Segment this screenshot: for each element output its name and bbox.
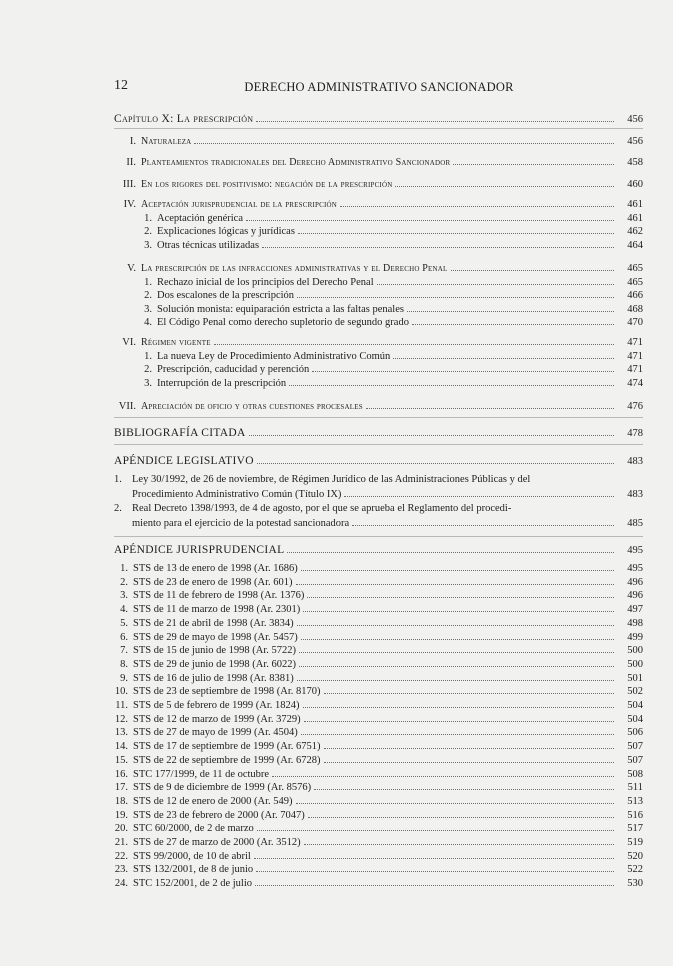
entry-title: STS 99/2000, de 10 de abril (133, 850, 251, 862)
entry-title: Interrupción de la prescripción (157, 377, 287, 389)
leader-dots (340, 197, 614, 207)
case-law-entry (110, 671, 643, 685)
entry-title: STC 177/1999, de 11 de octubre (133, 768, 270, 780)
entry-number: 1. (144, 351, 152, 362)
section-entry (112, 134, 643, 148)
entry-page: 511 (627, 782, 643, 794)
entry-number: 13. (114, 727, 128, 739)
subsection-entry (140, 224, 643, 238)
entry-title: La prescripción de las infracciones administrativas y el Derecho Penal (141, 263, 448, 274)
case-law-entry (110, 753, 643, 767)
page-number: 12 (114, 78, 128, 93)
entry-page: 500 (627, 645, 643, 657)
leader-dots (324, 753, 614, 763)
subsection-entry (140, 349, 643, 363)
case-law-entry (110, 876, 643, 890)
entry-title: Real Decreto 1398/1993, de 4 de agosto, por el que se aprueba el Reglamento del procedi- (132, 503, 512, 514)
leader-dots (307, 588, 614, 598)
leader-dots (254, 849, 614, 859)
leader-dots (297, 288, 614, 298)
leader-dots (255, 876, 614, 886)
section-entry (112, 399, 643, 413)
leader-dots (377, 275, 614, 285)
entry-number: III. (122, 179, 136, 190)
entry-page: 466 (627, 290, 643, 302)
entry-number: IV. (123, 199, 136, 210)
leader-dots (301, 561, 614, 571)
entry-title: STS de 23 de enero de 1998 (Ar. 601) (133, 576, 293, 588)
entry-page: 471 (627, 337, 643, 348)
entry-page: 471 (627, 351, 643, 362)
entry-page: 513 (627, 795, 643, 807)
entry-page: 476 (627, 401, 643, 412)
entry-page: 468 (627, 303, 643, 315)
leader-dots (324, 739, 614, 749)
case-law-entry (110, 588, 643, 602)
entry-title: STS de 29 de junio de 1998 (Ar. 6022) (133, 658, 297, 670)
section-entry (112, 155, 643, 169)
entry-page: 478 (627, 428, 643, 439)
entry-number: 19. (114, 809, 128, 821)
entry-number: 16. (114, 768, 128, 780)
leader-dots (301, 725, 614, 735)
entry-number: 1. (114, 474, 122, 485)
entry-title: STC 60/2000, de 2 de marzo (133, 823, 254, 835)
leader-dots (272, 767, 614, 777)
entry-title: STS de 12 de enero de 2000 (Ar. 549) (133, 795, 293, 807)
entry-page: 508 (627, 768, 643, 780)
entry-number: 17. (114, 782, 128, 794)
entry-number: 23. (114, 864, 128, 876)
leader-dots (297, 671, 614, 681)
legislation-entry-continuation (132, 487, 643, 501)
entry-title: Solución monista: equiparación estricta a las faltas penales (157, 303, 404, 315)
entry-page: 497 (627, 604, 643, 616)
entry-title: STS de 27 de marzo de 2000 (Ar. 3512) (133, 837, 301, 848)
case-law-entry (110, 849, 643, 863)
entry-title: STS de 27 de mayo de 1999 (Ar. 4504) (133, 727, 298, 739)
entry-number: 3. (144, 303, 152, 315)
entry-page: 483 (627, 456, 643, 467)
entry-page: 530 (627, 878, 643, 890)
entry-page: 465 (627, 277, 643, 288)
leader-dots (246, 211, 614, 221)
entry-title: Procedimiento Administrativo Común (Título IX) (132, 489, 342, 500)
entry-title: STS de 23 de septiembre de 1998 (Ar. 8170) (133, 686, 321, 698)
entry-title: Otras técnicas utilizadas (157, 239, 260, 251)
entry-title: APÉNDICE JURISPRUDENCIAL (114, 544, 285, 556)
chapter-heading (114, 112, 643, 126)
entry-number: 2. (144, 364, 152, 376)
page-header (114, 78, 644, 98)
entry-number: 5. (120, 617, 128, 629)
entry-page: 495 (627, 563, 643, 574)
entry-page: 470 (627, 316, 643, 328)
entry-title: La nueva Ley de Procedimiento Administrativo Común (157, 351, 391, 362)
entry-page: 504 (627, 700, 643, 711)
leader-dots (304, 712, 614, 722)
leader-dots (257, 454, 614, 464)
leader-dots (296, 575, 614, 585)
entry-page: 474 (627, 377, 643, 389)
entry-title: STS de 5 de febrero de 1999 (Ar. 1824) (133, 700, 300, 711)
entry-number: II. (126, 157, 136, 168)
entry-number: 11. (115, 700, 128, 711)
entry-number: 3. (120, 590, 128, 602)
entry-page: 465 (627, 263, 643, 274)
entry-page: 496 (627, 576, 643, 588)
entry-title: Rechazo inicial de los principios del Derecho Penal (157, 277, 374, 288)
case-law-entry (110, 780, 643, 794)
entry-page: 456 (627, 114, 643, 125)
leader-dots (214, 335, 614, 345)
entry-title: STS de 23 de febrero de 2000 (Ar. 7047) (133, 809, 305, 821)
entry-number: VII. (118, 401, 136, 412)
entry-page: 462 (627, 226, 643, 238)
entry-title: Ley 30/1992, de 26 de noviembre, de Régimen Jurídico de las Administraciones Públicas y del (132, 474, 531, 485)
entry-title: Planteamientos tradicionales del Derecho Administrativo Sancionador (141, 157, 451, 168)
leader-dots (297, 616, 614, 626)
subsection-entry (140, 288, 643, 302)
leader-dots (299, 643, 614, 653)
leader-dots (366, 399, 614, 409)
entry-number: 2. (114, 503, 122, 514)
entry-number: 4. (144, 316, 152, 328)
subsection-entry (140, 362, 643, 376)
subsection-entry (140, 238, 643, 252)
section-divider (114, 536, 643, 537)
subsection-entry (140, 376, 643, 390)
entry-title: STS de 11 de febrero de 1998 (Ar. 1376) (133, 590, 305, 602)
subsection-entry (140, 315, 643, 329)
entry-title: STC 152/2001, de 2 de julio (133, 878, 252, 890)
leader-dots (312, 362, 614, 372)
leader-dots (304, 835, 614, 845)
entry-page: 507 (627, 741, 643, 753)
leader-dots (395, 177, 614, 187)
case-law-entry (110, 630, 643, 644)
legislation-entry (114, 502, 511, 515)
case-law-entry (110, 561, 643, 575)
entry-number: 2. (144, 290, 152, 302)
entry-number: 3. (144, 239, 152, 251)
entry-number: VI. (122, 337, 136, 348)
entry-number: 10. (114, 686, 128, 698)
leader-dots (296, 794, 614, 804)
entry-page: 456 (627, 136, 643, 147)
entry-title: Régimen vigente (141, 337, 211, 348)
leader-dots (324, 684, 614, 694)
case-law-entry (110, 643, 643, 657)
leader-dots (451, 261, 614, 271)
entry-page: 498 (627, 617, 643, 629)
case-law-entry (110, 767, 643, 781)
case-law-entry (110, 575, 643, 589)
leader-dots (301, 630, 614, 640)
entry-number: 1. (120, 563, 128, 574)
entry-page: 506 (627, 727, 643, 739)
entry-title: STS de 12 de marzo de 1999 (Ar. 3729) (133, 713, 301, 725)
entry-page: 496 (627, 590, 643, 602)
case-law-entry (110, 725, 643, 739)
leader-dots (407, 302, 614, 312)
section-entry (112, 261, 643, 275)
leader-dots (287, 543, 614, 553)
entry-number: 8. (120, 658, 128, 670)
leader-dots (298, 224, 614, 234)
entry-title: Explicaciones lógicas y jurídicas (157, 226, 295, 238)
entry-number: 18. (114, 795, 128, 807)
entry-page: 458 (627, 157, 643, 168)
leader-dots (257, 821, 614, 831)
leader-dots (299, 657, 614, 667)
case-law-entry (110, 821, 643, 835)
entry-number: 2. (120, 576, 128, 588)
leader-dots (262, 238, 614, 248)
entry-title: STS de 9 de diciembre de 1999 (Ar. 8576) (133, 782, 312, 794)
leader-dots (194, 134, 614, 144)
entry-number: 22. (114, 850, 128, 862)
section-entry (112, 197, 643, 211)
section-entry (112, 177, 643, 191)
section-divider (114, 444, 643, 445)
leader-dots (453, 155, 614, 165)
apendice-legislativo-heading (114, 454, 643, 468)
entry-page: 461 (627, 213, 643, 224)
entry-title: STS 132/2001, de 8 de junio (133, 864, 254, 876)
entry-number: V. (127, 263, 136, 274)
entry-number: 4. (120, 604, 128, 616)
leader-dots (393, 349, 614, 359)
entry-title: STS de 22 de septiembre de 1999 (Ar. 6728) (133, 754, 321, 766)
legislation-entry (114, 473, 530, 486)
entry-page: 471 (627, 364, 643, 376)
legislation-entry-continuation (132, 516, 643, 530)
case-law-entry (110, 602, 643, 616)
entry-number: 1. (144, 277, 152, 288)
case-law-entry (110, 698, 643, 712)
entry-title: APÉNDICE LEGISLATIVO (114, 455, 254, 467)
leader-dots (303, 602, 614, 612)
entry-title: En los rigores del positivismo: negación de la prescripción (141, 179, 393, 190)
entry-page: 502 (627, 686, 643, 698)
subsection-entry (140, 275, 643, 289)
entry-number: 12. (114, 713, 128, 725)
case-law-entry (110, 794, 643, 808)
entry-title: BIBLIOGRAFÍA CITADA (114, 427, 246, 439)
entry-title: Aceptación jurisprudencial de la prescripción (141, 199, 338, 210)
entry-title: STS de 21 de abril de 1998 (Ar. 3834) (133, 617, 294, 629)
leader-dots (256, 862, 614, 872)
entry-title: STS de 29 de mayo de 1998 (Ar. 5457) (133, 631, 298, 643)
case-law-entry (110, 835, 643, 849)
entry-page: 485 (627, 518, 643, 529)
entry-page: 495 (627, 545, 643, 556)
entry-number: 20. (114, 823, 128, 835)
entry-number: 15. (114, 754, 128, 766)
entry-title: Naturaleza (141, 136, 192, 147)
entry-title: STS de 15 de junio de 1998 (Ar. 5722) (133, 645, 297, 657)
entry-page: 460 (627, 179, 643, 190)
entry-title: STS de 13 de enero de 1998 (Ar. 1686) (133, 563, 298, 574)
entry-page: 516 (627, 809, 643, 821)
case-law-entry (110, 808, 643, 822)
entry-title: Dos escalones de la prescripción (157, 290, 295, 302)
entry-title: Aceptación genérica (157, 213, 243, 224)
entry-page: 500 (627, 658, 643, 670)
section-divider (114, 128, 643, 129)
entry-page: 507 (627, 754, 643, 766)
entry-number: 21. (114, 837, 128, 848)
entry-page: 483 (627, 489, 643, 500)
case-law-entry (110, 657, 643, 671)
entry-title: STS de 16 de julio de 1998 (Ar. 8381) (133, 672, 294, 684)
running-title: DERECHO ADMINISTRATIVO SANCIONADOR (244, 80, 514, 94)
apendice-jurisprudencial-heading (114, 543, 643, 557)
leader-dots (314, 780, 614, 790)
entry-number: 7. (120, 645, 128, 657)
entry-number: 24. (114, 878, 128, 890)
entry-page: 504 (627, 713, 643, 725)
bibliografia-heading (114, 426, 643, 440)
case-law-entry (110, 862, 643, 876)
entry-page: 519 (627, 837, 643, 848)
entry-number: 1. (144, 213, 152, 224)
leader-dots (289, 376, 614, 386)
entry-page: 501 (627, 672, 643, 684)
leader-dots (303, 698, 614, 708)
leader-dots (249, 426, 614, 436)
entry-title: Prescripción, caducidad y perención (157, 364, 310, 376)
entry-title: El Código Penal como derecho supletorio de segundo grado (157, 316, 409, 328)
entry-number: I. (129, 136, 136, 147)
leader-dots (256, 112, 614, 122)
entry-number: 6. (120, 631, 128, 643)
subsection-entry (140, 302, 643, 316)
subsection-entry (140, 211, 643, 225)
entry-page: 461 (627, 199, 643, 210)
leader-dots (412, 315, 614, 325)
entry-page: 464 (627, 239, 643, 251)
entry-number: 9. (120, 672, 128, 684)
leader-dots (308, 808, 614, 818)
entry-title: STS de 17 de septiembre de 1999 (Ar. 6751) (133, 741, 321, 753)
entry-number: 14. (114, 741, 128, 753)
case-law-entry (110, 616, 643, 630)
entry-page: 520 (627, 850, 643, 862)
entry-title: Capítulo X: La prescripción (114, 113, 254, 125)
case-law-entry (110, 684, 643, 698)
entry-title: STS de 11 de marzo de 1998 (Ar. 2301) (133, 604, 301, 616)
leader-dots (344, 487, 614, 497)
entry-number: 3. (144, 377, 152, 389)
entry-number: 2. (144, 226, 152, 238)
section-divider (114, 417, 643, 418)
entry-title: miento para el ejercicio de la potestad sancionadora (132, 518, 350, 529)
case-law-entry (110, 712, 643, 726)
case-law-entry (110, 739, 643, 753)
section-entry (112, 335, 643, 349)
leader-dots (352, 516, 614, 526)
entry-page: 517 (627, 823, 643, 835)
entry-page: 522 (627, 864, 643, 876)
entry-title: Apreciación de oficio y otras cuestiones procesales (141, 401, 363, 412)
entry-page: 499 (627, 631, 643, 643)
